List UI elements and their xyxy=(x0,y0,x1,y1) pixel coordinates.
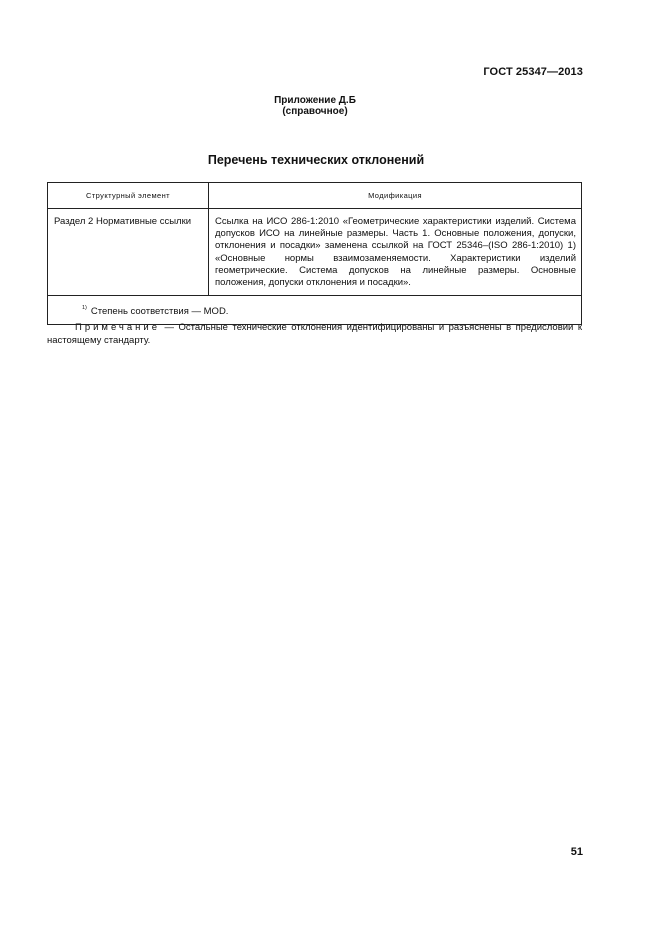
note-paragraph xyxy=(47,322,582,347)
appendix-subtitle: (справочное) xyxy=(282,106,348,117)
note-label: Примечание xyxy=(75,322,160,333)
table-row xyxy=(48,209,582,296)
standard-code: ГОСТ 25347—2013 xyxy=(483,66,583,78)
column-header-modification: Модификация xyxy=(209,183,582,209)
footnote-text: Степень соответствия — MOD. xyxy=(90,306,229,318)
table-footnote xyxy=(48,296,582,325)
table-header-row xyxy=(48,183,582,209)
note-text: — Остальные технические отклонения идентифицированы и разъяснены в предисловии к настоящему стандарту. xyxy=(47,322,582,346)
deviations-table xyxy=(47,182,582,325)
page-number: 51 xyxy=(570,846,583,858)
structural-element-cell: Раздел 2 Нормативные ссылки xyxy=(48,209,209,296)
appendix-heading xyxy=(0,95,630,117)
column-header-element: Структурный элемент xyxy=(48,183,209,209)
document-title: Перечень технических отклонений xyxy=(207,153,425,167)
appendix-title: Приложение Д.Б xyxy=(274,95,356,106)
modification-cell: Ссылка на ИСО 286-1:2010 «Геометрические характеристики изделий. Система допусков ИСО на линейные размеры. Часть 1. Основные положения, допуски, отклонения и посадки» заменена ссылкой на ГОСТ 25346–(ISO 286-1:2010) 1) «Основные нормы взаимозаменяемости. Характеристики изделий геометрические. Система допусков на линейные размеры. Основные положения, допуски отклонения и посадки». xyxy=(209,209,582,296)
table-footnote-row xyxy=(48,296,582,325)
footnote-marker: 1) xyxy=(82,305,87,312)
